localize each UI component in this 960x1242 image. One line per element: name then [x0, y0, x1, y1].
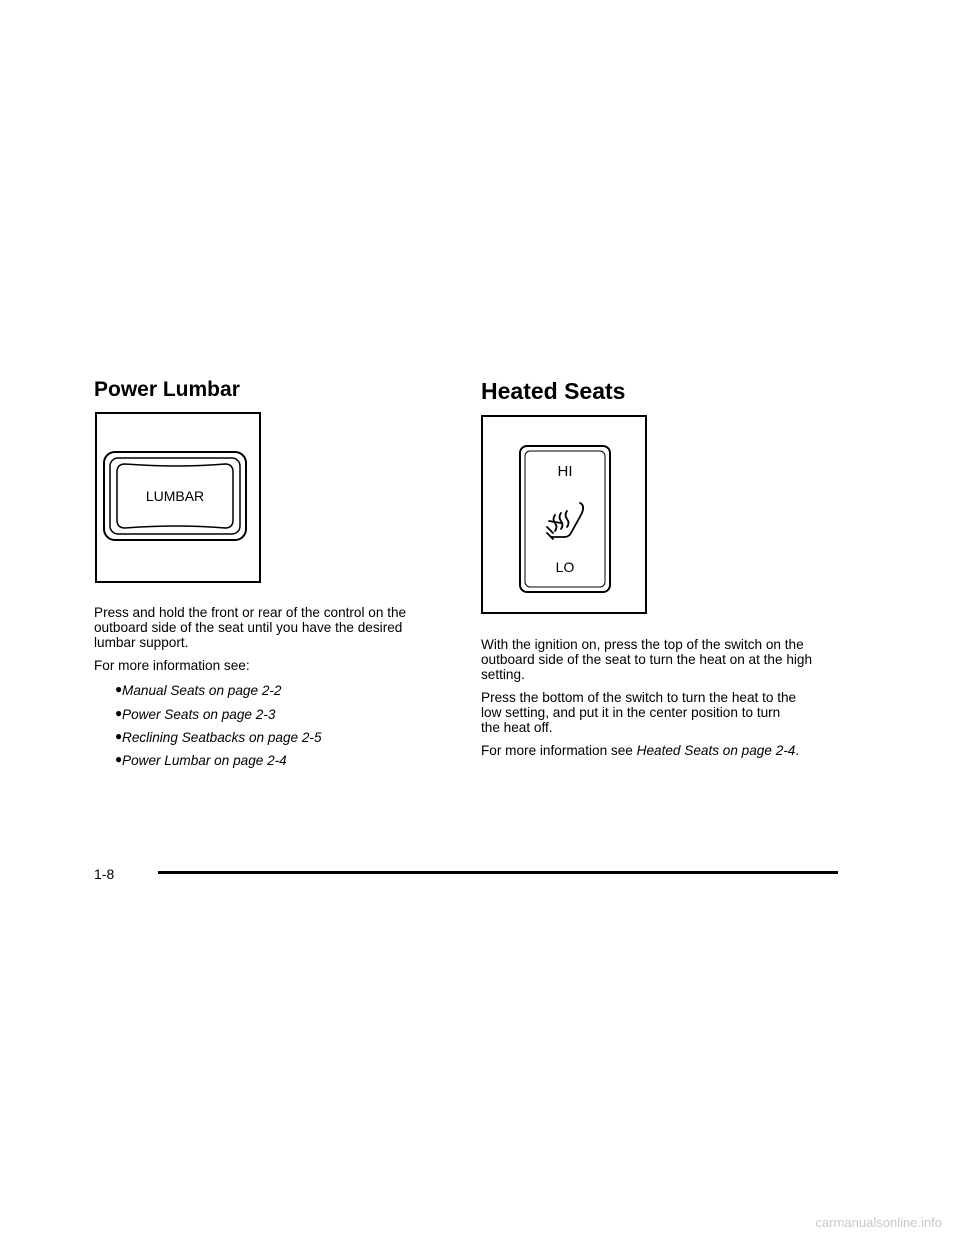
lumbar-label: LUMBAR — [145, 488, 205, 504]
heated-seat-icon — [547, 503, 583, 539]
watermark: carmanualsonline.info — [815, 1215, 942, 1230]
bullet-icon: ● — [115, 729, 123, 743]
bullet-icon: ● — [115, 752, 123, 766]
link-power-lumbar[interactable]: Power Lumbar on page 2-4 — [122, 753, 287, 768]
heated-seat-switch-icon — [483, 417, 645, 612]
page-number: 1-8 — [94, 866, 115, 882]
bullet-icon: ● — [115, 706, 123, 720]
hi-label: HI — [557, 463, 573, 480]
heated-seats-more-info: For more information see Heated Seats on page 2-4. — [481, 743, 800, 758]
heated-seats-figure — [481, 415, 647, 614]
bullet-icon: ● — [115, 682, 123, 696]
link-manual-seats[interactable]: Manual Seats on page 2-2 — [122, 683, 282, 698]
lumbar-switch-icon — [97, 414, 259, 581]
link-heated-seats[interactable]: Heated Seats on page 2-4 — [636, 743, 796, 758]
footer-rule — [158, 871, 838, 874]
power-lumbar-heading: Power Lumbar — [94, 378, 240, 401]
lumbar-figure — [95, 412, 261, 583]
link-reclining-seatbacks[interactable]: Reclining Seatbacks on page 2-5 — [122, 730, 322, 745]
lo-label: LO — [555, 559, 575, 575]
more-info-label: For more information see: — [94, 658, 250, 673]
heated-seats-heading: Heated Seats — [481, 378, 626, 404]
link-power-seats[interactable]: Power Seats on page 2-3 — [122, 707, 276, 722]
